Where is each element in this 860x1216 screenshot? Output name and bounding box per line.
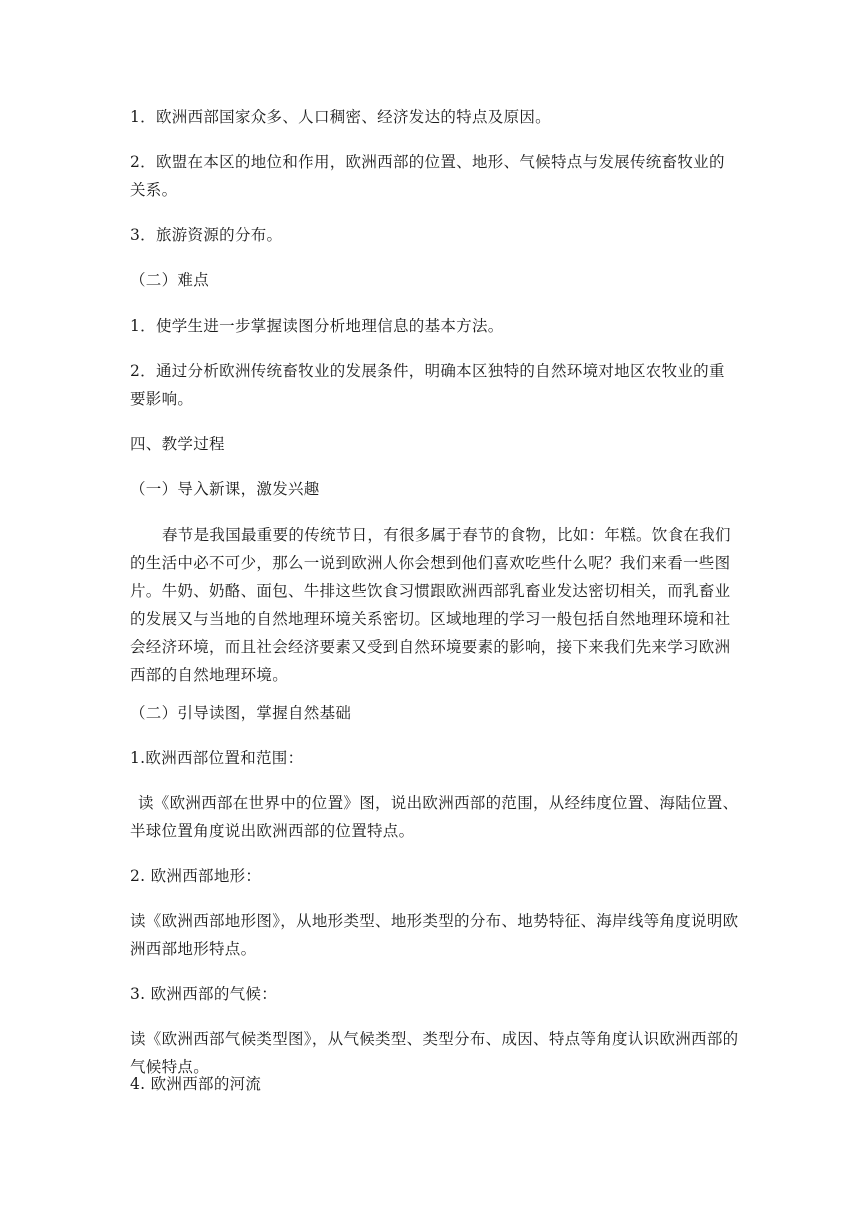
heading-rivers: 4. 欧洲西部的河流 [130, 1075, 262, 1093]
paragraph-location: 读《欧洲西部在世界中的位置》图，说出欧洲西部的范围，从经纬度位置、海陆位置、半球位置角度说出欧洲西部的位置特点。 [130, 794, 739, 840]
heading-climate: 3. 欧洲西部的气候： [130, 985, 278, 1003]
heading-terrain: 2. 欧洲西部地形： [130, 867, 262, 885]
heading-teaching-process: 四、教学过程 [130, 435, 225, 453]
paragraph-climate: 读《欧洲西部气候类型图》，从气候类型、类型分布、成因、特点等角度认识欧洲西部的气候特点。 [130, 1030, 739, 1076]
paragraph-difficulty-1: 1．使学生进一步掌握读图分析地理信息的基本方法。 [130, 317, 504, 335]
heading-map-reading: （二）引导读图，掌握自然基础 [130, 704, 352, 722]
paragraph-difficulty-2: 2．通过分析欧洲传统畜牧业的发展条件，明确本区独特的自然环境对地区农牧业的重要影响。 [130, 362, 725, 408]
paragraph-key-point-1: 1．欧洲西部国家众多、人口稠密、经济发达的特点及原因。 [130, 108, 551, 126]
paragraph-terrain: 读《欧洲西部地形图》，从地形类型、地形类型的分布、地势特征、海岸线等角度说明欧洲西部地形特点。 [130, 912, 739, 958]
heading-location: 1.欧洲西部位置和范围： [130, 749, 304, 767]
paragraph-key-point-3: 3．旅游资源的分布。 [130, 226, 283, 244]
heading-difficulty: （二）难点 [130, 271, 210, 289]
paragraph-key-point-2: 2．欧盟在本区的地位和作用，欧洲西部的位置、地形、气候特点与发展传统畜牧业的关系。 [130, 153, 725, 199]
paragraph-introduction: 春节是我国最重要的传统节日，有很多属于春节的食物，比如：年糕。饮食在我们的生活中必不可少，那么一说到欧洲人你会想到他们喜欢吃些什么呢？我们来看一些图片。牛奶、奶酪、面包、牛排这些饮食习惯跟欧洲西部乳畜业发达密切相关，而乳畜业的发展又与当地的自然地理环境关系密切。区域地理的学习一般包括自然地理环境和社会经济环境，而且社会经济要素又受到自然环境要素的影响，接下来我们先来学习欧洲西部的自然地理环境。 [130, 526, 731, 684]
heading-introduction: （一）导入新课，激发兴趣 [130, 480, 320, 498]
